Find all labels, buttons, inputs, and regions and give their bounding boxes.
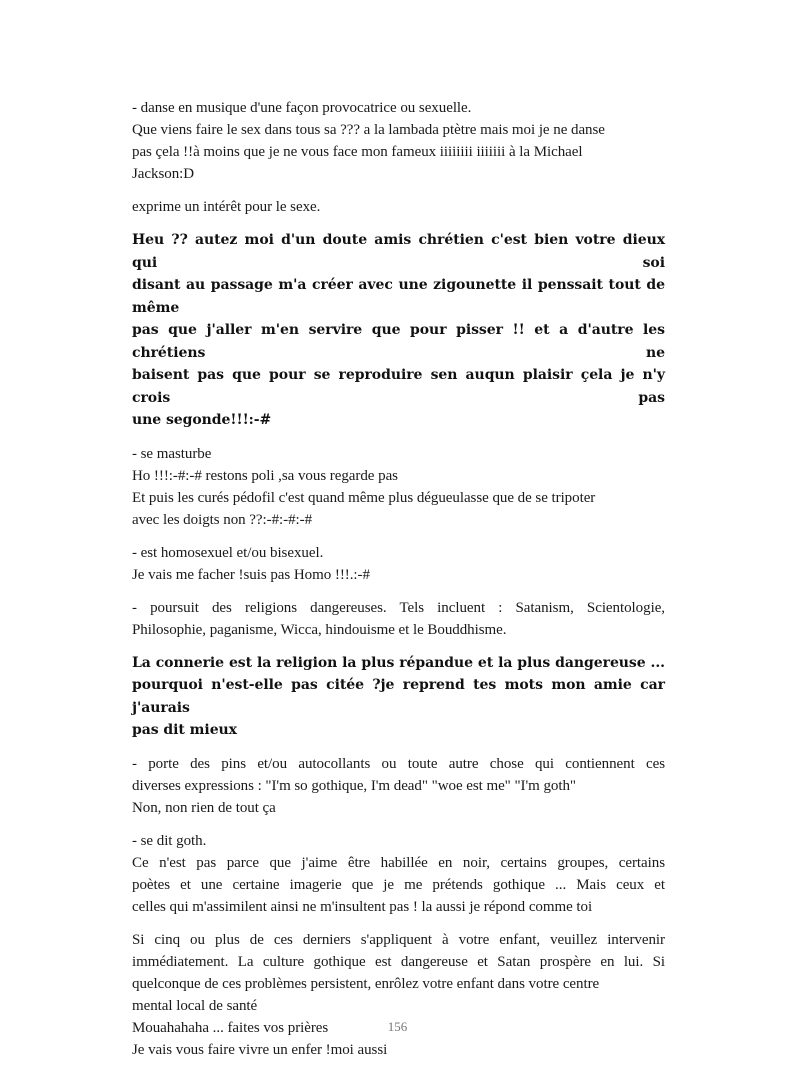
text-line: exprime un intérêt pour le sexe. xyxy=(132,199,321,215)
text-line: Heu ?? autez moi d'un doute amis chrétien c'est bien votre dieux qui soi xyxy=(132,232,665,271)
text-line: quelconque de ces problèmes persistent, enrôlez votre enfant dans votre centre xyxy=(132,975,600,992)
paragraph xyxy=(132,97,665,185)
text-line: La connerie est la religion la plus répandue et la plus dangereuse ... xyxy=(132,654,665,671)
paragraph xyxy=(132,597,665,641)
bold-paragraph xyxy=(132,229,665,432)
paragraph xyxy=(132,929,665,1061)
text-line: - danse en musique d'une façon provocatrice ou sexuelle. xyxy=(132,100,472,116)
page-body xyxy=(132,97,665,1072)
text-line: - se masturbe xyxy=(132,445,212,462)
text-line: Mouahahaha ... faites vos prières xyxy=(132,1019,329,1036)
text-line: pas que j'aller m'en servire que pour pisser !! et a d'autre les chrétiens ne xyxy=(132,322,665,361)
text-line: pourquoi n'est-elle pas citée ?je reprend tes mots mon amie car j'aurais xyxy=(132,677,665,716)
paragraph xyxy=(132,542,665,586)
text-line: une segonde!!!:-# xyxy=(132,412,272,428)
paragraph xyxy=(132,830,665,918)
text-line: Non, non rien de tout ça xyxy=(132,799,276,816)
text-line: - poursuit des religions dangereuses. Tels incluent : Satanism, Scientologie, xyxy=(132,599,665,616)
text-line: - porte des pins et/ou autocollants ou toute autre chose qui contiennent ces xyxy=(132,755,665,772)
text-line: diverses expressions : "I'm so gothique, I'm dead" "woe est me" "I'm goth" xyxy=(132,777,576,794)
text-line: disant au passage m'a créer avec une zigounette il penssait tout de même xyxy=(132,277,665,316)
text-line: mental local de santé xyxy=(132,997,258,1014)
text-line: immédiatement. La culture gothique est dangereuse et Satan prospère en lui. Si xyxy=(132,953,665,970)
text-line: baisent pas que pour se reproduire sen auqun plaisir çela je n'y crois pas xyxy=(132,367,665,406)
text-line: Ho !!!:-#:-# restons poli ,sa vous regarde pas xyxy=(132,467,398,484)
text-line: pas çela !!à moins que je ne vous face mon fameux iiiiiiii iiiiiii à la Michael xyxy=(132,144,583,160)
page-number: 156 xyxy=(387,1019,408,1034)
text-line: Et puis les curés pédofil c'est quand même plus dégueulasse que de se tripoter xyxy=(132,489,596,506)
bold-paragraph xyxy=(132,652,665,742)
text-line: Si cinq ou plus de ces derniers s'appliquent à votre enfant, veuillez intervenir xyxy=(132,931,665,948)
text-line: avec les doigts non ??:-#:-#:-# xyxy=(132,511,313,528)
text-line: poètes et une certaine imagerie que je me prétends gothique ... Mais ceux et xyxy=(132,876,665,893)
text-line: Jackson:D xyxy=(132,166,195,182)
text-line: Philosophie, paganisme, Wicca, hindouisme et le Bouddhisme. xyxy=(132,621,507,638)
text-line: Ce n'est pas parce que j'aime être habillée en noir, certains groupes, certains xyxy=(132,854,665,871)
text-line: pas dit mieux xyxy=(132,722,237,738)
text-line: - est homosexuel et/ou bisexuel. xyxy=(132,544,324,561)
paragraph xyxy=(132,753,665,819)
paragraph xyxy=(132,196,665,218)
text-line: - se dit goth. xyxy=(132,832,207,849)
text-line: Je vais me facher !suis pas Homo !!!.:-# xyxy=(132,566,370,583)
text-line: Je vais vous faire vivre un enfer !moi aussi xyxy=(132,1041,388,1058)
text-line: Que viens faire le sex dans tous sa ??? a la lambada ptètre mais moi je ne danse xyxy=(132,122,605,138)
paragraph xyxy=(132,443,665,531)
text-line: celles qui m'assimilent ainsi ne m'insultent pas ! la aussi je répond comme toi xyxy=(132,898,593,915)
